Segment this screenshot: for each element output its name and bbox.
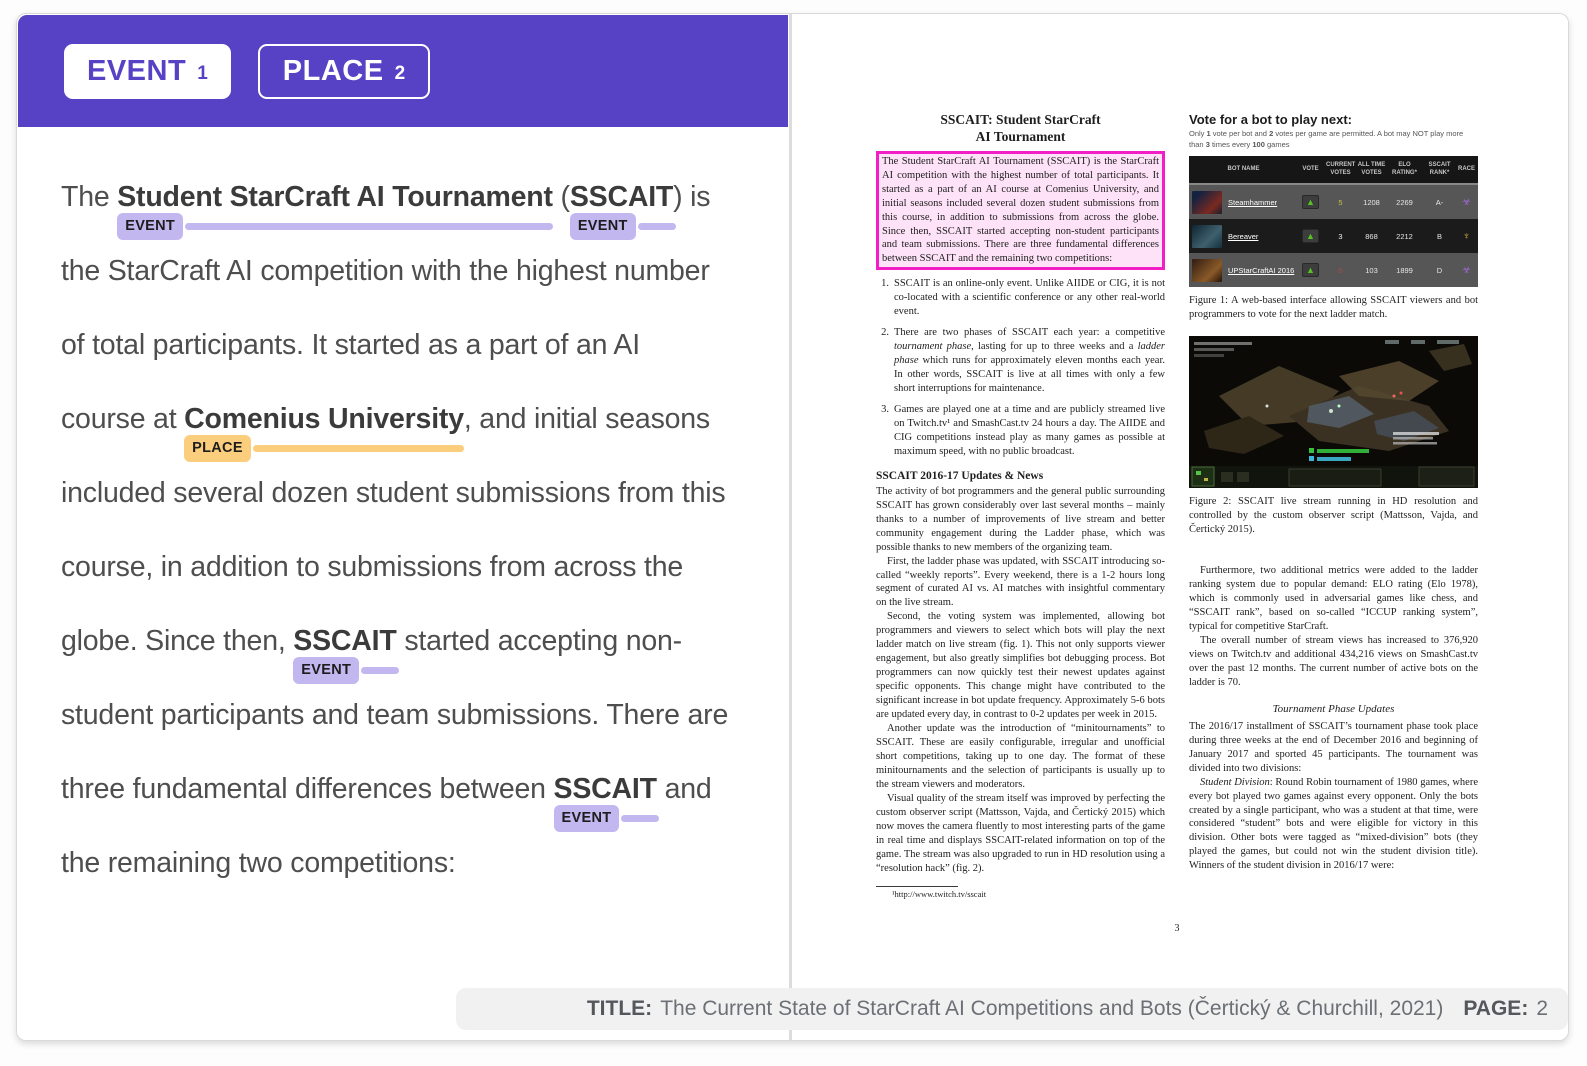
- bot-name-link: UPStarCraftAI 2016: [1228, 265, 1295, 275]
- tag-button-hotkey: 1: [197, 62, 208, 84]
- pdf-panel: [792, 14, 1568, 1040]
- vote-column-header: ELO RATING*: [1392, 162, 1417, 176]
- pdf-right-column: [1189, 112, 1478, 899]
- text-segment: course, in addition to submissions from across the: [61, 551, 684, 583]
- bot-name-link: Steamhammer: [1228, 197, 1278, 207]
- list-item-text: There are two phases of SSCAIT each year: a competitive tournament phase, lasting for up to three weeks and a ladder phase which runs for approximately eleven months each year. In other words, SSCAIT is live at all times with only a few short interruptions for maintenance.: [894, 327, 1165, 395]
- footer-page: 2: [1536, 997, 1548, 1020]
- text-segment: globe. Since then,: [61, 625, 294, 657]
- list-item: [876, 403, 1165, 459]
- annotation-underline: [570, 213, 673, 240]
- pdf-columns: [876, 112, 1478, 899]
- annotation-bar: [621, 815, 659, 822]
- figure1-caption: Figure 1: A web-based interface allowing SSCAIT viewers and bot programmers to vote for the next ladder match.: [1189, 295, 1478, 320]
- text-line: [61, 752, 728, 826]
- annotation-chip-event[interactable]: EVENT: [293, 657, 359, 684]
- text-segment[interactable]: SSCAIT EVENT: [293, 604, 396, 678]
- elo-rating: 2212: [1396, 231, 1413, 241]
- current-votes: 3: [1338, 231, 1343, 241]
- list-item: [876, 326, 1165, 396]
- vote-table-row: [1189, 219, 1478, 253]
- text-line: [61, 234, 728, 308]
- list-item-text: SSCAIT is an online-only event. Unlike AIIDE or CIG, it is not co-located with a scientific conference or any other real-world event.: [894, 278, 1165, 318]
- annotation-bar: [185, 223, 553, 230]
- list-item-text: Games are played one at a time and are publicly streamed live on Twitch.tv¹ and SmashCast.tv 24 hours a day. The AIIDE and CIG competitions instead play as many games as possible at maximum speed, with no public broadcast.: [894, 404, 1165, 457]
- vote-title: Vote for a bot to play next:: [1189, 112, 1352, 127]
- tag-button-place[interactable]: [258, 44, 430, 99]
- text-segment: student participants and team submissions. There are: [61, 699, 729, 731]
- starcraft-screenshot: [1189, 336, 1478, 488]
- protoss-race-icon: ♆: [1462, 230, 1471, 242]
- paragraph: Another update was the introduction of “minitournaments” to SSCAIT. These are easily configurable, irregular and unofficial short competitions, taking up to one day. The format of these minitournaments and the selection of participants is usually up to the stream viewers and moderators.: [876, 723, 1165, 790]
- tag-button-hotkey: 2: [394, 62, 406, 84]
- annotation-underline: [293, 657, 396, 684]
- footnote-rule: [876, 886, 958, 887]
- text-line: [61, 456, 728, 530]
- bot-name-link: Bereaver: [1228, 231, 1259, 241]
- vote-widget-screenshot: [1189, 112, 1478, 287]
- list-item: [876, 277, 1165, 319]
- annotation-bar: [361, 667, 399, 674]
- list-item-number: 2.: [881, 327, 889, 339]
- figure2-caption: Figure 2: SSCAIT live stream running in HD resolution and controlled by the custom observer script (Mattsson, Vajda, and Čertický 2015).: [1189, 496, 1478, 535]
- vote-table-row: [1189, 253, 1478, 287]
- paper-right-paragraphs: [1189, 564, 1478, 690]
- paragraph: Student Division: Round Robin tournament of 1980 games, where every bot played two games against every opponent. Only the bots created by a single participant, who was a student at that time, were considered “student” bots and were eligible for victory in this division. Other bots were tagged as “mixed-division” bots (they played the games, but could not win the student division title). Winners of the student division in 2016/17 were:: [1189, 776, 1479, 872]
- alltime-votes: 1208: [1363, 197, 1380, 207]
- highlighted-passage[interactable]: The Student StarCraft AI Tournament (SSCAIT) is the StarCraft AI competition with the highest number of total participants. It started as a part of an AI course at Comenius University, and initial seasons included several dozen student submissions from this course, in addition to submissions from across the globe. Since then, SSCAIT started accepting non-student participants and team submissions. There are three fundamental differences between SSCAIT and the remaining two competitions:: [876, 151, 1165, 271]
- vote-column-header: RACE: [1458, 165, 1476, 172]
- sscait-rank: A-: [1435, 197, 1444, 207]
- footnote: ¹http://www.twitch.tv/sscait: [892, 888, 987, 899]
- bot-thumbnail: [1192, 225, 1222, 248]
- zerg-race-icon: ☣: [1462, 196, 1471, 208]
- annotated-text[interactable]: [61, 160, 728, 900]
- vote-column-header: VOTE: [1302, 165, 1319, 172]
- app-window: [16, 13, 1569, 1041]
- annotation-chip-event[interactable]: EVENT: [570, 213, 636, 240]
- text-segment: of total participants. It started as a part of an AI: [61, 329, 640, 361]
- paper-title-line2: AI Tournament: [975, 128, 1066, 144]
- text-segment[interactable]: Student StarCraft AI Tournament EVENT: [117, 160, 553, 234]
- paragraph: The activity of bot programmers and the general public surrounding SSCAIT has grown considerably over last several months – mainly thanks to a number of improvements of live stream and better community engagement during the Ladder phase, which was possible thanks to new members of the organizing team.: [876, 485, 1165, 553]
- pdf-left-column: [876, 112, 1165, 899]
- paper-tournament-paragraphs: [1189, 720, 1478, 873]
- up-arrow-icon: ▲: [1306, 230, 1315, 241]
- vote-table-header: [1189, 156, 1478, 185]
- text-line: [61, 382, 728, 456]
- bot-thumbnail: [1192, 259, 1222, 282]
- elo-rating: 1899: [1396, 265, 1413, 275]
- footer-title: The Current State of StarCraft AI Competitions and Bots (Čertický & Churchill, 2021): [660, 997, 1444, 1020]
- vote-column-header: SSCAIT RANK*: [1428, 162, 1451, 176]
- up-arrow-icon: ▲: [1306, 264, 1315, 275]
- annotation-bar: [253, 445, 464, 452]
- paper-title: [876, 112, 1165, 146]
- annotation-chip-event[interactable]: EVENT: [117, 213, 183, 240]
- footer-page-label: PAGE:: [1463, 997, 1529, 1020]
- vote-button: [1302, 263, 1319, 277]
- bot-thumbnail: [1192, 191, 1222, 214]
- alltime-votes: 103: [1365, 265, 1378, 275]
- vote-button: [1302, 195, 1319, 209]
- sscait-rank: D: [1436, 265, 1443, 275]
- sscait-rank: B: [1436, 231, 1442, 241]
- tournament-subheading: Tournament Phase Updates: [1272, 702, 1395, 715]
- vote-table-body: [1189, 185, 1478, 287]
- tag-toolbar: [18, 15, 788, 127]
- footer-title-label: TITLE:: [586, 997, 653, 1020]
- text-segment[interactable]: SSCAIT EVENT: [554, 752, 657, 826]
- text-segment: three fundamental differences between: [61, 773, 554, 805]
- updates-section-heading: SSCAIT 2016-17 Updates & News: [876, 469, 1044, 482]
- paragraph: First, the ladder phase was updated, with SSCAIT introducing so-called “weekly reports”. Every weekend, there is a 1-2 hours long segment of curated AI vs. AI matches with insightful commentary on the live stream.: [876, 555, 1165, 609]
- text-segment: and: [656, 773, 712, 805]
- paragraph: Second, the voting system was implemented, allowing bot programmers and viewers to select which bots will play the next ladder match on live stream (fig. 1). This not only supports viewer engagement, but also greatly simplifies bot debugging process. Bot programmers can now quickly test their newest updates against specific opponents. This change might have contributed to the significant increase in bot update frequency. Approximately 5-6 bots are updated every day, in contrast to 0-2 updates per week in 2015.: [876, 611, 1165, 721]
- up-arrow-icon: ▲: [1306, 196, 1315, 207]
- annotation-bar: [638, 223, 676, 230]
- vote-column-header: ALL TIME VOTES: [1357, 162, 1386, 176]
- annotation-panel: [17, 14, 789, 1040]
- vote-button: [1302, 229, 1319, 243]
- text-line: [61, 308, 728, 382]
- annotation-underline: [184, 435, 464, 462]
- current-votes: 5: [1338, 197, 1343, 207]
- annotation-underline: [117, 213, 553, 240]
- text-line: [61, 604, 728, 678]
- vote-table-row: [1189, 185, 1478, 219]
- vote-subtitle: Only 1 vote per bot and 2 votes per game are permitted. A bot may NOT play more than 3 times every 100 games: [1189, 129, 1464, 149]
- current-votes: 0: [1338, 265, 1343, 275]
- text-segment: the StarCraft AI competition with the highest number: [61, 255, 710, 287]
- tag-button-event[interactable]: [64, 44, 231, 99]
- alltime-votes: 868: [1365, 231, 1378, 241]
- zerg-race-icon: ☣: [1462, 264, 1471, 276]
- pdf-page: [876, 112, 1478, 934]
- text-line: [61, 530, 728, 604]
- list-item-number: 3.: [881, 404, 889, 415]
- elo-rating: 2269: [1396, 197, 1413, 207]
- paragraph: The 2016/17 installment of SSCAIT’s tournament phase took place during three weeks at the end of December 2016 and beginning of January 2017 and sported 45 participants. The tournament was divided into two divisions:: [1189, 720, 1478, 774]
- annotation-chip-place[interactable]: PLACE: [184, 435, 251, 462]
- text-segment: started accepting non-: [396, 625, 682, 657]
- list-item-number: 1.: [881, 278, 889, 290]
- text-segment: , and initial seasons: [463, 403, 710, 435]
- annotation-chip-event[interactable]: EVENT: [554, 805, 620, 832]
- paragraph: The overall number of stream views has increased to 376,920 views on Twitch.tv and additional 434,216 views on SmashCast.tv over the past 12 months. The current number of active bots on the ladder is 70.: [1189, 634, 1478, 688]
- tag-button-label: PLACE: [282, 54, 384, 87]
- text-segment: included several dozen student submissions from this: [61, 477, 726, 509]
- tag-button-label: EVENT: [87, 54, 187, 87]
- paragraph: Furthermore, two additional metrics were added to the ladder ranking system due to popular demand: ELO rating (Elo 1978), which is commonly used in adversarial games like chess, and “SSCAIT rank”, based on so-called “ICCUP ranking system”, typical for competitive StarCraft.: [1189, 565, 1478, 633]
- text-segment[interactable]: SSCAIT EVENT: [570, 160, 673, 234]
- paper-numbered-list: [876, 277, 1165, 458]
- page-number: 3: [1174, 922, 1180, 934]
- text-segment: the remaining two competitions:: [61, 847, 456, 879]
- text-line: [61, 160, 728, 234]
- text-segment: ) is: [673, 181, 711, 213]
- text-segment: (: [552, 181, 570, 213]
- paper-title-line1: SSCAIT: Student StarCraft: [940, 112, 1101, 127]
- vote-column-header: BOT NAME: [1227, 165, 1260, 172]
- text-segment: The: [61, 181, 118, 213]
- footer-bar: [456, 988, 1568, 1030]
- paragraph: Visual quality of the stream itself was improved by perfecting the custom observer script (Mattsson, Vajda, and Čertický 2015) which now moves the camera fluently to most interesting parts of the game in real time and displays SSCAIT-related information on top of the game. The stream was also upgraded to run in HD resolution using a “resolution hack” (fig. 2).: [876, 792, 1165, 874]
- text-line: [61, 826, 728, 900]
- vote-column-header: CURRENT VOTES: [1326, 162, 1356, 176]
- text-segment[interactable]: Comenius University PLACE: [184, 382, 464, 456]
- paper-updates-paragraphs: [876, 485, 1165, 876]
- text-segment: course at: [61, 403, 185, 435]
- text-line: [61, 678, 728, 752]
- annotation-underline: [554, 805, 657, 832]
